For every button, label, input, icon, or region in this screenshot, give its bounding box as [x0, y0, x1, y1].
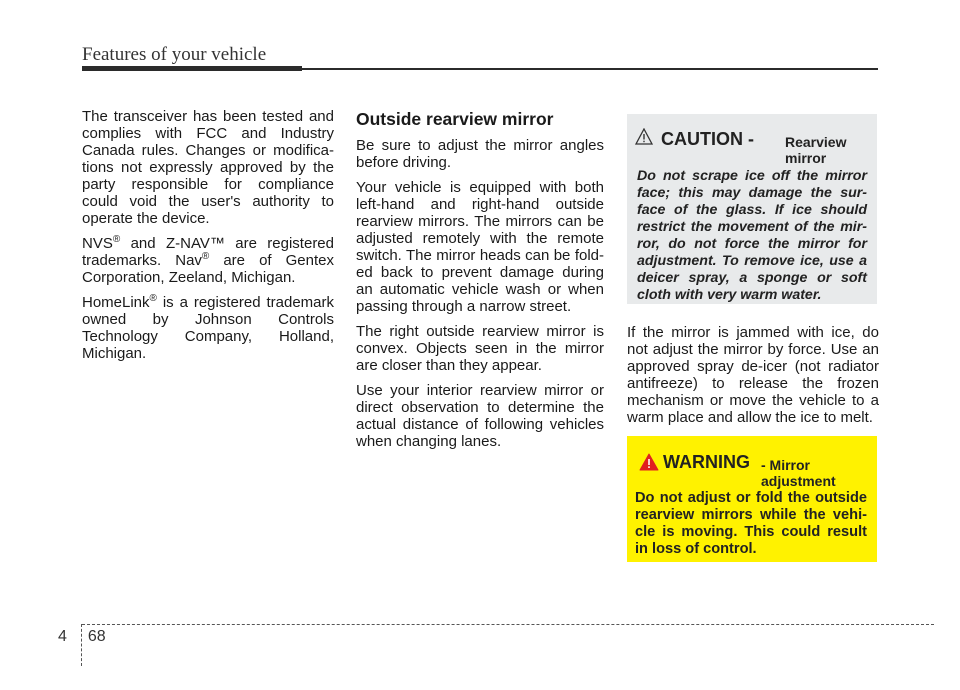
warning-title-row	[635, 446, 867, 490]
middle-column	[356, 108, 604, 458]
znav-text: and Z-NAV™ are registered trademarks. Nav	[82, 235, 334, 269]
header-title: Features of your vehicle	[82, 44, 267, 65]
equipment-paragraph: Your vehicle is equipped with both left-hand and right-hand outside rearview mirrors. The mirrors can be adjusted remotely with the remote switch. The mirror heads can be fold-ed back to prevent damage during an automatic vehicle wash or when passing through a narrow street.	[356, 179, 604, 315]
warning-triangle-filled-icon	[639, 453, 659, 471]
left-column	[82, 108, 334, 370]
warning-triangle-outline-icon	[635, 128, 653, 145]
section-heading: Outside rearview mirror	[356, 109, 554, 129]
header-rule-thick	[82, 66, 302, 71]
caution-label: CAUTION -	[661, 129, 754, 149]
caution-title-row	[637, 124, 867, 166]
homelink-text: HomeLink	[82, 294, 150, 311]
registered-mark: ®	[201, 251, 210, 262]
interior-mirror-paragraph: Use your interior rearview mirror or direct observation to determine the actual distance of following vehicles when changing lanes.	[356, 382, 604, 450]
footer-rule	[82, 624, 934, 625]
chapter-number: 4	[58, 628, 67, 645]
header-rule-thin	[302, 68, 878, 70]
homelink-trademark-paragraph	[82, 294, 334, 362]
transceiver-paragraph: The transceiver has been tested and complies with FCC and Industry Canada rules. Changes or modifica-tions not expressly approved by the party responsible for compliance could void the user's authority to operate the device.	[82, 108, 334, 227]
registered-mark: ®	[149, 293, 157, 304]
warning-label: WARNING	[663, 452, 750, 472]
johnson-controls-text: is a registered trademark owned by Johnson Controls Technology Company, Holland, Michigan.	[82, 294, 334, 362]
page-number	[58, 628, 106, 646]
adjust-paragraph: Be sure to adjust the mirror angles before driving.	[356, 137, 604, 171]
warning-subtitle: - Mirror adjustment	[761, 457, 836, 489]
nvs-trademark-paragraph	[82, 235, 334, 286]
convex-paragraph: The right outside rearview mirror is convex. Objects seen in the mirror are closer than they appear.	[356, 323, 604, 374]
page-number-value: 68	[87, 628, 106, 645]
ice-paragraph: If the mirror is jammed with ice, do not adjust the mirror by force. Use an approved spray de-icer (not radiator antifreeze) to release the frozen mechanism or move the vehicle to a warm place and allow the ice to melt.	[627, 324, 879, 426]
registered-mark: ®	[112, 234, 121, 245]
caution-box	[627, 114, 877, 304]
warning-box	[627, 436, 877, 562]
warning-body: Do not adjust or fold the outside rearview mirrors while the vehi-cle is moving. This could result in loss of control.	[635, 490, 867, 557]
caution-subtitle: Rearview mirror	[785, 134, 847, 166]
gentex-text: are of Gentex Corporation, Zeeland, Michigan.	[82, 252, 334, 286]
right-column	[627, 324, 879, 426]
caution-body: Do not scrape ice off the mirror face; this may damage the sur-face of the glass. If ice should restrict the movement of the mir-ror, do not force the mirror for adjustment. To remove ice, use a deicer spray, a sponge or soft cloth with very warm water.	[637, 168, 867, 303]
nvs-text: NVS	[82, 235, 113, 252]
